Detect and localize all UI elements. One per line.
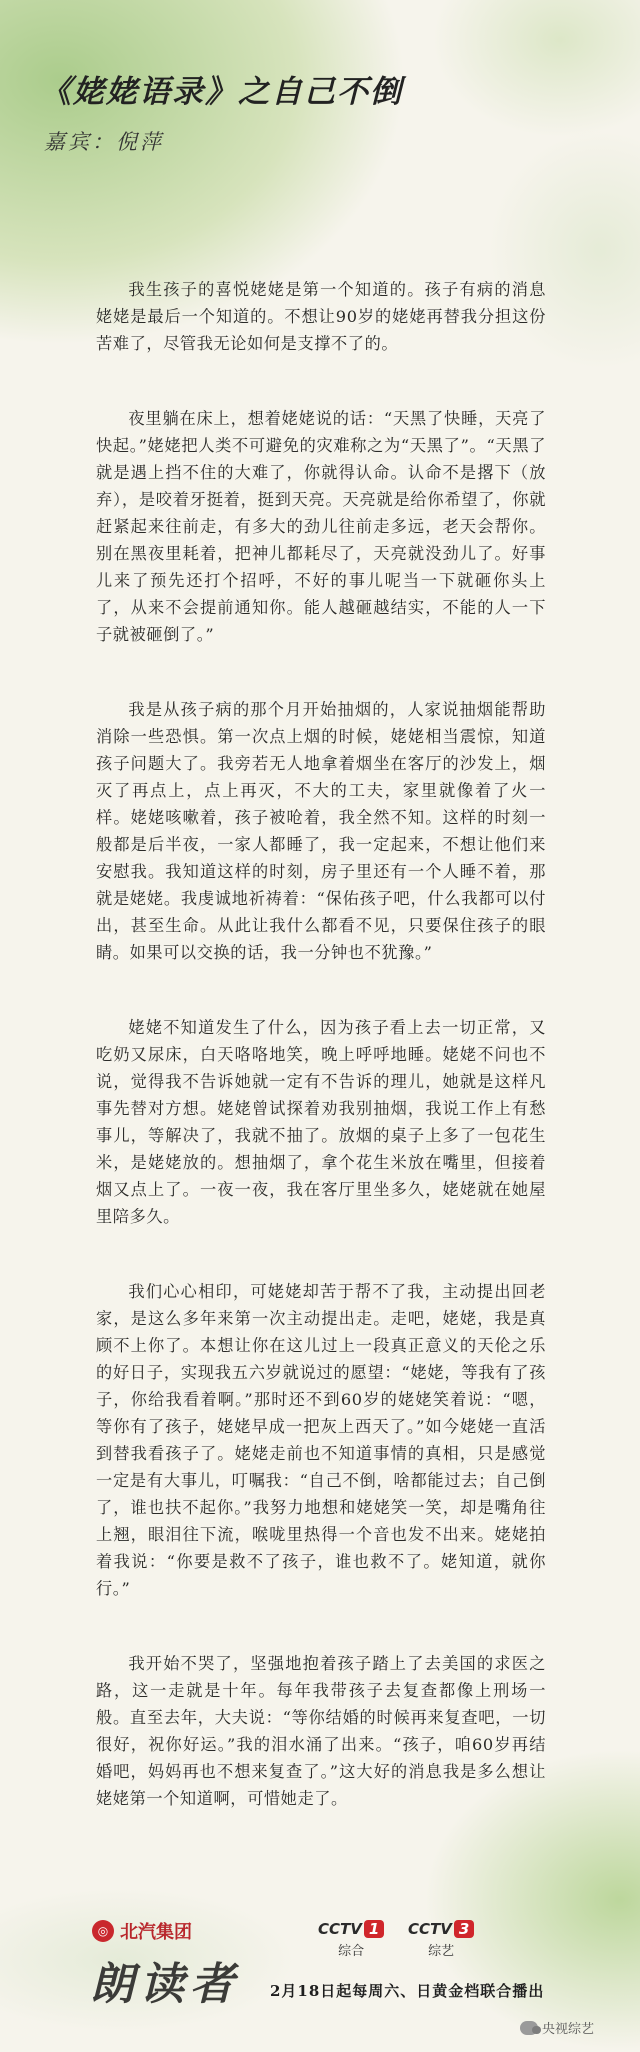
footer xyxy=(0,1908,640,2052)
cctv1-logo xyxy=(318,1920,384,1959)
cctv3-brand: CCTV xyxy=(408,1920,452,1938)
wechat-icon xyxy=(520,2021,538,2035)
airing-schedule: 2月18日起每周六、日黄金档联合播出 xyxy=(270,1982,545,2000)
sponsor-name: 北汽集团 xyxy=(120,1922,192,1943)
paragraph-5: 我们心心相印，可姥姥却苦于帮不了我，主动提出回老家，是这么多年来第一次主动提出走。走吧，姥姥，我是真顾不上你了。本想让你在这儿过上一段真正意义的天伦之乐的好日子，实现我五六岁就说过的愿望：“姥姥，等我有了孩子，你给我看着啊。”那时还不到60岁的姥姥笑着说：“嗯，等你有了孩子，姥姥早成一把灰上西天了。”如今姥姥一直活到替我看孩子了。姥姥走前也不知道事情的真相，只是感觉一定是有大事儿，叮嘱我：“自己不倒，啥都能过去；自己倒了，谁也扶不起你。”我努力地想和姥姥笑一笑，却是嘴角往上翘，眼泪往下流，喉咙里热得一个音也发不出来。姥姥拍着我说：“你要是救不了孩子，谁也救不了。姥知道，就你行。” xyxy=(96,1282,546,1598)
baic-icon: ◎ xyxy=(92,1920,114,1942)
article-body xyxy=(96,276,546,1860)
show-logo: 朗读者 xyxy=(90,1959,240,2010)
cctv3-logo xyxy=(408,1920,474,1959)
paragraph-2: 夜里躺在床上，想着姥姥说的话：“天黑了快睡，天亮了快起。”姥姥把人类不可避免的灾难称之为“天黑了”。“天黑了就是遇上挡不住的大难了，你就得认命。认命不是撂下（放弃），是咬着牙挺着，挺到天亮。天亮就是给你希望了，你就赶紧起来往前走，有多大的劲儿往前走多远，老天会帮你。别在黑夜里耗着，把神儿都耗尽了，天亮就没劲儿了。好事儿来了预先还打个招呼，不好的事儿呢当一下就砸你头上了，从来不会提前通知你。能人越砸越结实，不能的人一下子就被砸倒了。” xyxy=(96,409,546,644)
sponsor-logo xyxy=(92,1918,192,1944)
paragraph-1: 我生孩子的喜悦姥姥是第一个知道的。孩子有病的消息姥姥是最后一个知道的。不想让90岁的姥姥再替我分担这份苦难了，尽管我无论如何是支撑不了的。 xyxy=(96,280,546,353)
paragraph-3: 我是从孩子病的那个月开始抽烟的，人家说抽烟能帮助消除一些恐惧。第一次点上烟的时候，姥姥相当震惊，知道孩子问题大了。我旁若无人地拿着烟坐在客厅的沙发上，烟灭了再点上，点上再灭，不大的工夫，家里就像着了火一样。姥姥咳嗽着，孩子被呛着，我全然不知。这样的时刻一般都是后半夜，一家人都睡了，我一定起来，不想让他们来安慰我。我知道这样的时刻，房子里还有一个人睡不着，那就是姥姥。我虔诚地祈祷着：“保佑孩子吧，什么我都可以付出，甚至生命。从此让我什么都看不见，只要保住孩子的眼睛。如果可以交换的话，我一分钟也不犹豫。” xyxy=(96,700,546,962)
cctv1-number: 1 xyxy=(364,1920,384,1938)
cctv3-number: 3 xyxy=(454,1920,474,1938)
cctv3-label: 综艺 xyxy=(428,1944,455,1959)
paragraph-4: 姥姥不知道发生了什么，因为孩子看上去一切正常，又吃奶又尿床，白天咯咯地笑，晚上呼呼地睡。姥姥不问也不说，觉得我不告诉她就一定有不告诉的理儿，她就是这样凡事先替对方想。姥姥曾试探着劝我别抽烟，我说工作上有愁事儿，等解决了，我就不抽了。放烟的桌子上多了一包花生米，是姥姥放的。想抽烟了，拿个花生米放在嘴里，但接着烟又点上了。一夜一夜，我在客厅里坐多久，姥姥就在她屋里陪多久。 xyxy=(96,1018,546,1226)
guest-line: 嘉宾：倪萍 xyxy=(44,130,164,154)
cctv1-brand: CCTV xyxy=(318,1920,362,1938)
watermark-text: 央视综艺 xyxy=(542,2022,595,2037)
watermark xyxy=(520,2018,594,2037)
paragraph-6: 我开始不哭了，坚强地抱着孩子踏上了去美国的求医之路，这一走就是十年。每年我带孩子去复查都像上刑场一般。直至去年，大夫说：“等你结婚的时候再来复查吧，一切很好，祝你好运。”我的泪水涌了出来。“孩子，咱60岁再结婚吧，妈妈再也不想来复查了。”这大好的消息我是多么想让姥姥第一个知道啊，可惜她走了。 xyxy=(96,1654,546,1808)
page-title: 《姥姥语录》之自己不倒 xyxy=(40,74,403,110)
cctv1-label: 综合 xyxy=(338,1944,365,1959)
